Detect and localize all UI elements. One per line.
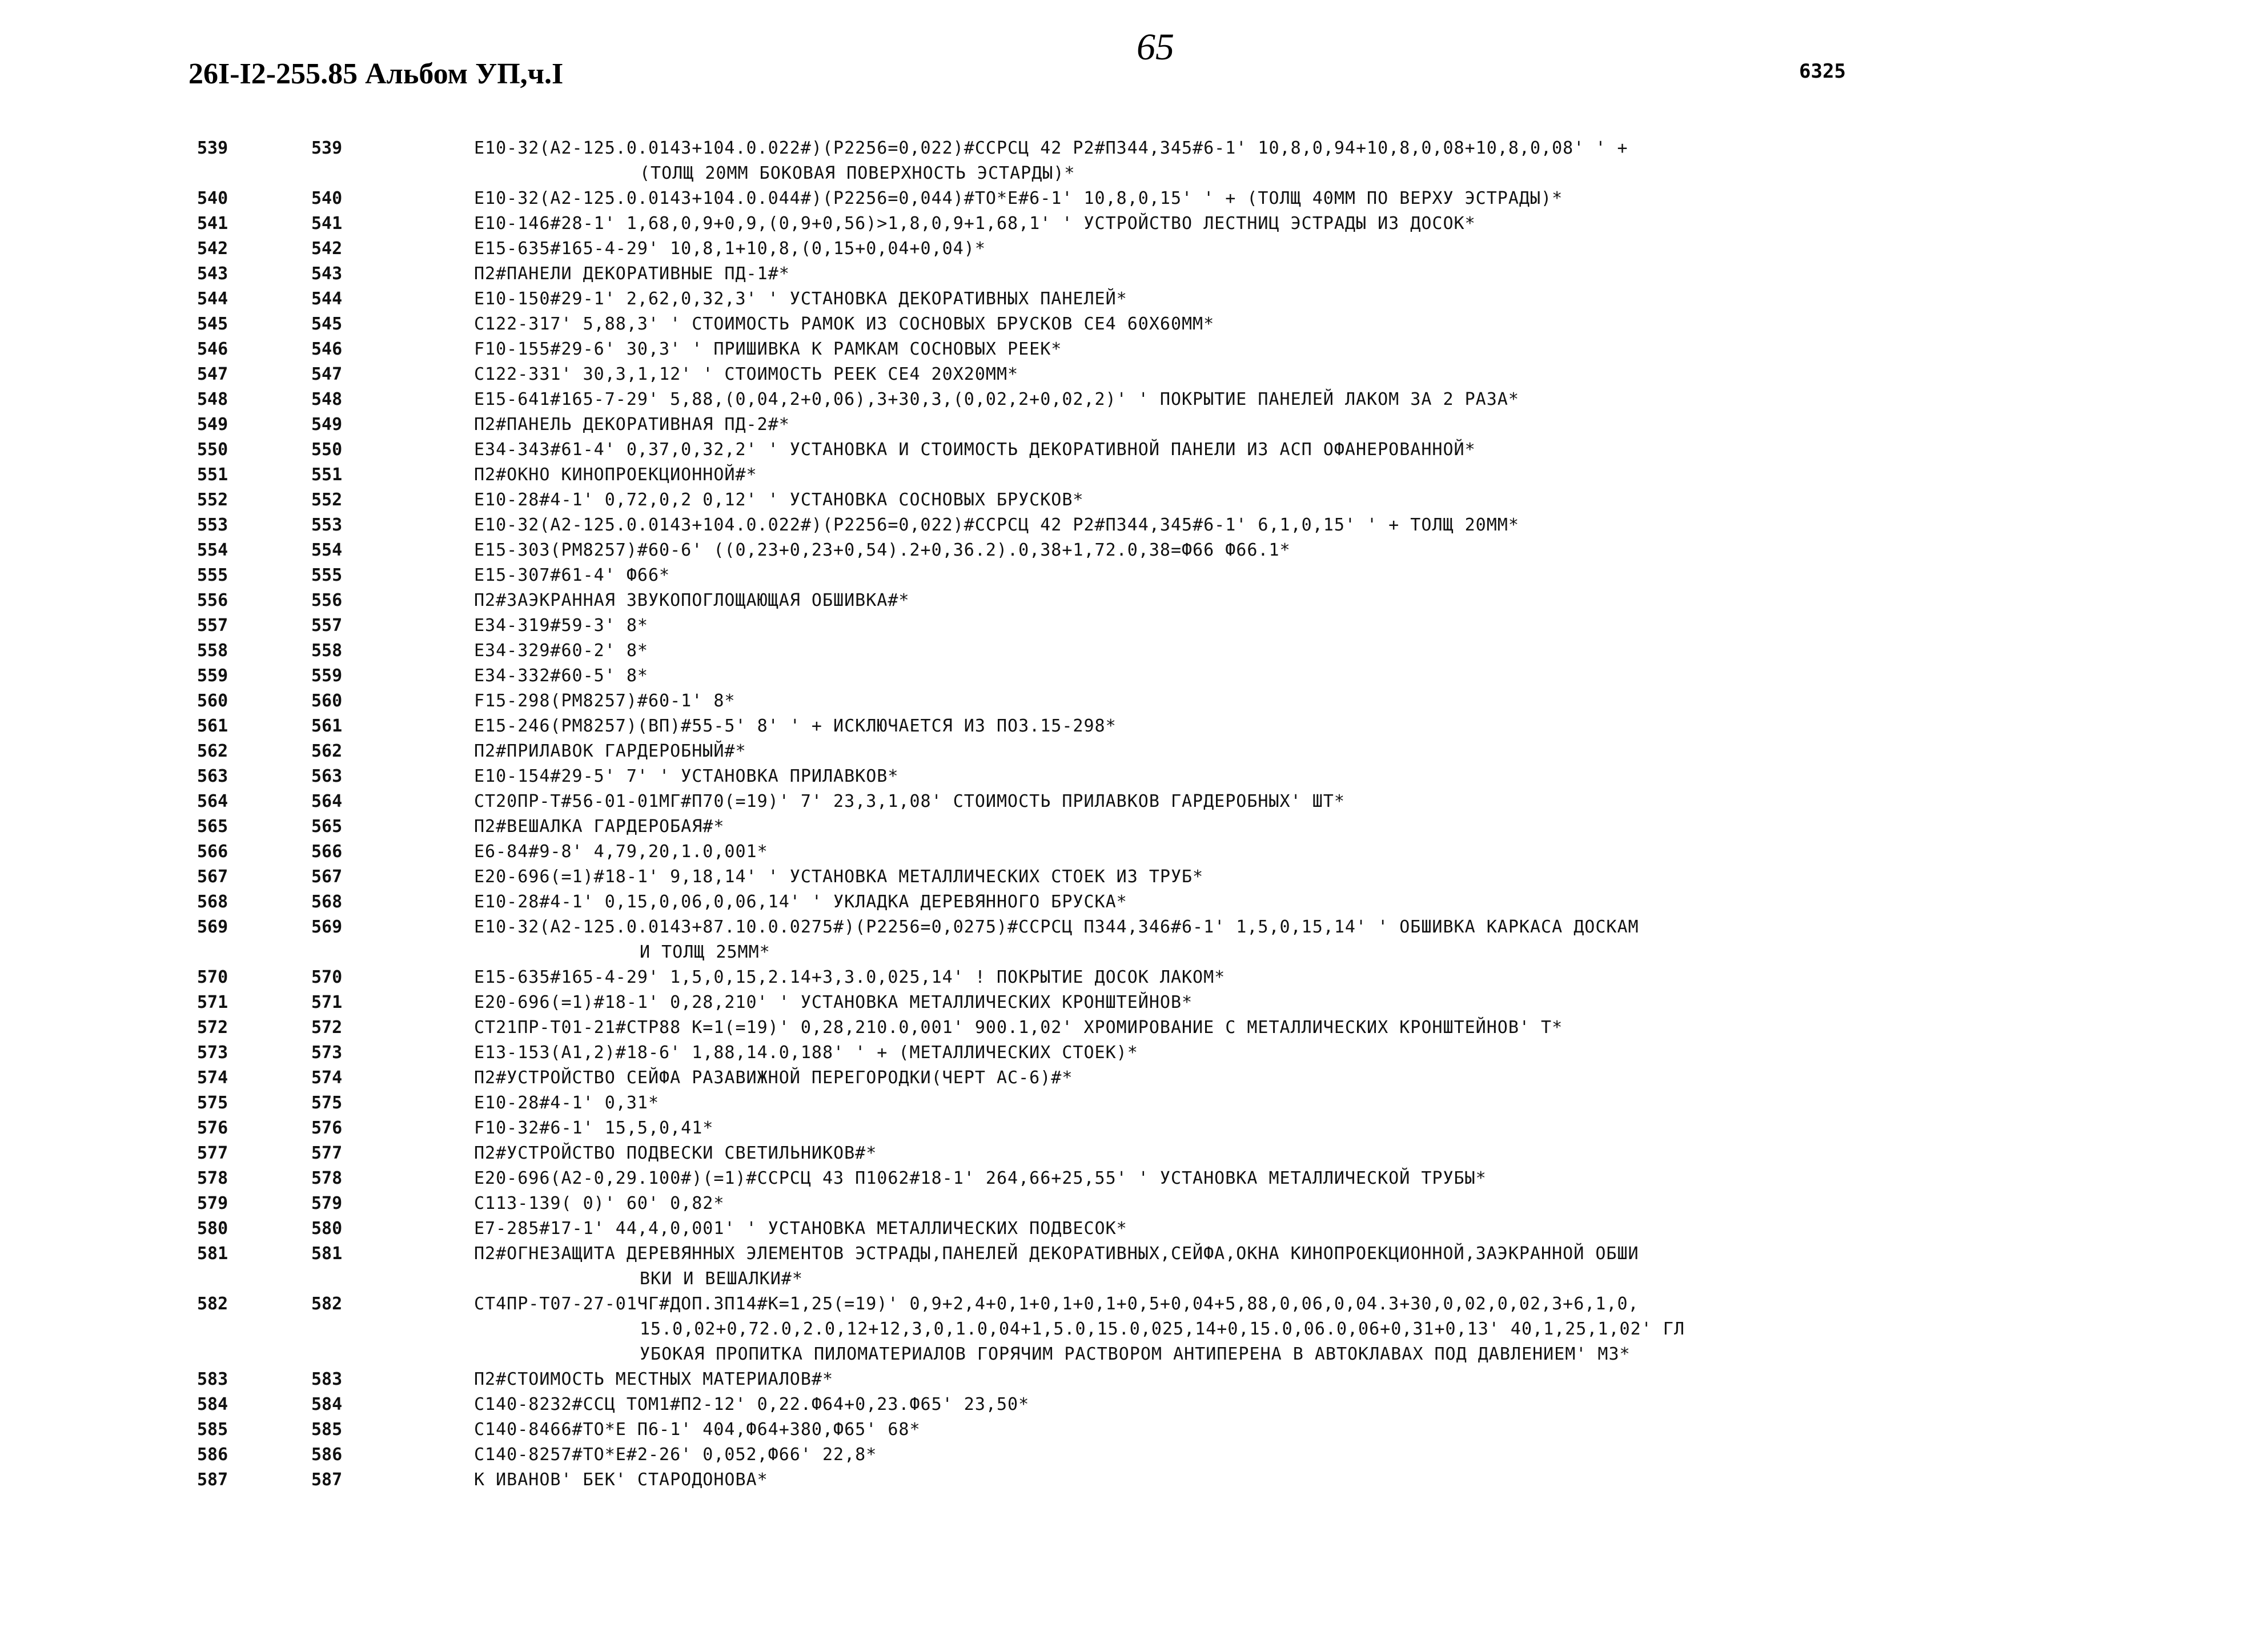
line-text: E7-285#17-1' 44,4,0,001' ' УСТАНОВКА МЕТАЛЛИЧЕСКИХ ПОДВЕСОК*: [474, 1219, 1127, 1239]
line-number-left: 557: [197, 616, 228, 636]
line-text: П2#ПАНЕЛЬ ДЕКОРАТИВНАЯ ПД-2#*: [474, 415, 790, 435]
line-number-right: 581: [311, 1244, 343, 1264]
line-text: E10-28#4-1' 0,72,0,2 0,12' ' УСТАНОВКА СОСНОВЫХ БРУСКОВ*: [474, 490, 1084, 510]
listing-row: [197, 1066, 2253, 1091]
listing-row: [197, 488, 2253, 513]
listing-row: [197, 613, 2253, 638]
line-text: 15.0,02+0,72.0,2.0,12+12,3,0,1.0,04+1,5.0,15.0,025,14+0,15.0,06.0,06+0,31+0,13' 40,1,25,1,02' ГЛ: [640, 1319, 1685, 1339]
line-number-left: 554: [197, 540, 228, 560]
listing-row: [197, 287, 2253, 312]
line-text: F15-298(PM8257)#60-1' 8*: [474, 691, 736, 711]
listing-row: [197, 965, 2253, 990]
line-number-right: 580: [311, 1219, 343, 1239]
line-text: E20-696(=1)#18-1' 0,28,210' ' УСТАНОВКА МЕТАЛЛИЧЕСКИХ КРОНШТЕЙНОВ*: [474, 992, 1193, 1012]
line-number-right: 570: [311, 967, 343, 987]
line-text: E10-32(A2-125.0.0143+87.10.0.0275#)(P2256=0,0275)#CCPCЦ П344,346#6-1' 1,5,0,15,14' ' ОБШИВКА КАРКАСА ДОСКАМ: [474, 917, 1639, 937]
line-number-left: 579: [197, 1193, 228, 1213]
line-number-left: 544: [197, 289, 228, 309]
listing-row: [197, 1241, 2253, 1267]
line-text: E34-319#59-3' 8*: [474, 616, 648, 636]
line-text: F10-32#6-1' 15,5,0,41*: [474, 1118, 714, 1138]
line-number-left: 541: [197, 214, 228, 234]
line-number-left: 560: [197, 691, 228, 711]
line-text: CT21ПР-T01-21#CTP88 K=1(=19)' 0,28,210.0,001' 900.1,02' ХРОМИРОВАНИЕ С МЕТАЛЛИЧЕСКИХ КРОНШТЕЙНОВ' Т*: [474, 1018, 1563, 1038]
line-number-right: 544: [311, 289, 343, 309]
line-number-left: 568: [197, 892, 228, 912]
line-text: П2#ОКНО КИНОПРОЕКЦИОННОЙ#*: [474, 465, 757, 485]
line-number-right: 576: [311, 1118, 343, 1138]
listing-row: [197, 1417, 2253, 1442]
page-number: 65: [1137, 26, 1174, 68]
line-text: И ТОЛЩ 25ММ*: [640, 942, 770, 962]
line-number-right: 569: [311, 917, 343, 937]
line-number-left: 555: [197, 565, 228, 585]
listing-row: [197, 839, 2253, 865]
line-text: П2#ЗАЭКРАННАЯ ЗВУКОПОГЛОЩАЮЩАЯ ОБШИВКА#*: [474, 590, 910, 610]
line-number-left: 540: [197, 188, 228, 208]
line-number-right: 563: [311, 766, 343, 786]
line-text: E15-635#165-4-29' 1,5,0,15,2.14+3,3.0,025,14' ! ПОКРЫТИЕ ДОСОК ЛАКОМ*: [474, 967, 1226, 987]
line-text: CT20ПР-T#56-01-01МГ#П70(=19)' 7' 23,3,1,08' СТОИМОСТЬ ПРИЛАВКОВ ГАРДЕРОБНЫХ' ШТ*: [474, 791, 1345, 811]
listing-row: [197, 1141, 2253, 1166]
listing-row: [197, 1292, 2253, 1317]
line-text: E34-332#60-5' 8*: [474, 666, 648, 686]
listing-row: [197, 312, 2253, 337]
listing-row: [197, 362, 2253, 387]
line-number-left: 581: [197, 1244, 228, 1264]
line-number-right: 550: [311, 440, 343, 460]
line-number-right: 553: [311, 515, 343, 535]
line-text: F10-155#29-6' 30,3' ' ПРИШИВКА К РАМКАМ СОСНОВЫХ РЕЕК*: [474, 339, 1062, 359]
line-number-right: 551: [311, 465, 343, 485]
listing-row: [197, 262, 2253, 287]
line-number-left: 565: [197, 817, 228, 837]
listing-continuation-line: [197, 1342, 2253, 1367]
line-text: E6-84#9-8' 4,79,20,1.0,001*: [474, 842, 768, 862]
listing-row: [197, 1015, 2253, 1040]
listing-row: [197, 1191, 2253, 1216]
listing-row: [197, 463, 2253, 488]
line-number-right: 552: [311, 490, 343, 510]
listing-row: [197, 664, 2253, 689]
listing-continuation-line: [197, 161, 2253, 186]
line-text: C122-317' 5,88,3' ' СТОИМОСТЬ РАМОК ИЗ СОСНОВЫХ БРУСКОВ СЕ4 60Х60ММ*: [474, 314, 1215, 334]
line-number-right: 561: [311, 716, 343, 736]
line-number-left: 570: [197, 967, 228, 987]
line-number-right: 564: [311, 791, 343, 811]
line-number-left: 564: [197, 791, 228, 811]
listing-row: [197, 689, 2253, 714]
line-number-left: 550: [197, 440, 228, 460]
listing-row: [197, 1166, 2253, 1191]
line-number-left: 580: [197, 1219, 228, 1239]
line-number-right: 547: [311, 364, 343, 384]
line-number-right: 585: [311, 1420, 343, 1440]
listing-row: [197, 136, 2253, 161]
line-number-right: 573: [311, 1043, 343, 1063]
line-text: П2#УСТРОЙСТВО СЕЙФА РАЗАВИЖНОЙ ПЕРЕГОРОДКИ(ЧЕРТ AC-6)#*: [474, 1068, 1073, 1088]
line-text: C122-331' 30,3,1,12' ' СТОИМОСТЬ РЕЕК СЕ4 20Х20ММ*: [474, 364, 1019, 384]
line-number-right: 577: [311, 1143, 343, 1163]
line-text: CT4ПР-T07-27-01ЧГ#ДОП.3П14#K=1,25(=19)' 0,9+2,4+0,1+0,1+0,1+0,5+0,04+5,88,0,06,0,04.3+30,0,02,0,02,3+6,1,0,: [474, 1294, 1639, 1314]
line-text: E20-696(A2-0,29.100#)(=1)#CCPCЦ 43 П1062#18-1' 264,66+25,55' ' УСТАНОВКА МЕТАЛЛИЧЕСКОЙ ТРУБЫ*: [474, 1168, 1487, 1188]
listing-row: [197, 1442, 2253, 1468]
line-number-right: 556: [311, 590, 343, 610]
line-text: K ИВАНОВ' БЕК' СТАРОДОНОВА*: [474, 1470, 768, 1490]
line-text: E10-146#28-1' 1,68,0,9+0,9,(0,9+0,56)>1,8,0,9+1,68,1' ' УСТРОЙСТВО ЛЕСТНИЦ ЭСТРАДЫ ИЗ ДОСОК*: [474, 214, 1476, 234]
line-number-left: 576: [197, 1118, 228, 1138]
listing-row: [197, 513, 2253, 538]
listing-row: [197, 1116, 2253, 1141]
listing-row: [197, 211, 2253, 236]
line-number-left: 546: [197, 339, 228, 359]
line-text: E15-303(PM8257)#60-6' ((0,23+0,23+0,54).2+0,36.2).0,38+1,72.0,38=Ф66 Ф66.1*: [474, 540, 1291, 560]
line-number-left: 539: [197, 138, 228, 158]
line-text: E15-641#165-7-29' 5,88,(0,04,2+0,06),3+30,3,(0,02,2+0,02,2)' ' ПОКРЫТИЕ ПАНЕЛЕЙ ЛАКОМ ЗА 2 РАЗА*: [474, 389, 1519, 409]
line-text: C140-8257#TO*E#2-26' 0,052,Ф66' 22,8*: [474, 1445, 877, 1465]
line-text: П2#ВЕШАЛКА ГАРДЕРОБАЯ#*: [474, 817, 725, 837]
line-number-left: 563: [197, 766, 228, 786]
line-text: П2#СТОИМОСТЬ МЕСТНЫХ МАТЕРИАЛОВ#*: [474, 1369, 834, 1389]
listing-row: [197, 1216, 2253, 1241]
listing-row: [197, 865, 2253, 890]
line-number-left: 559: [197, 666, 228, 686]
listing-row: [197, 186, 2253, 211]
line-number-right: 560: [311, 691, 343, 711]
line-number-right: 586: [311, 1445, 343, 1465]
line-number-left: 558: [197, 641, 228, 661]
listing-row: [197, 1468, 2253, 1493]
line-number-right: 587: [311, 1470, 343, 1490]
album-title: 26I-I2-255.85 Альбом УП,ч.I: [188, 58, 564, 90]
line-text: УБОКАЯ ПРОПИТКА ПИЛОМАТЕРИАЛОВ ГОРЯЧИМ РАСТВОРОМ АНТИПЕРЕНА В АВТОКЛАВАХ ПОД ДАВЛЕНИЕМ' М3*: [640, 1344, 1631, 1364]
listing-row: [197, 814, 2253, 839]
line-number-left: 569: [197, 917, 228, 937]
line-text: E10-32(A2-125.0.0143+104.0.044#)(P2256=0,044)#TO*E#6-1' 10,8,0,15' ' + (ТОЛЩ 40ММ ПО ВЕРХУ ЭСТРАДЫ)*: [474, 188, 1563, 208]
line-number-right: 574: [311, 1068, 343, 1088]
listing-row: [197, 990, 2253, 1015]
listing-row: [197, 714, 2253, 739]
line-number-left: 551: [197, 465, 228, 485]
line-number-right: 541: [311, 214, 343, 234]
line-number-left: 562: [197, 741, 228, 761]
listing-row: [197, 638, 2253, 664]
line-number-left: 583: [197, 1369, 228, 1389]
listing-row: [197, 739, 2253, 764]
listing-row: [197, 563, 2253, 588]
listing-row: [197, 588, 2253, 613]
listing-continuation-line: [197, 1267, 2253, 1292]
line-text: П2#ОГНЕЗАЩИТА ДЕРЕВЯННЫХ ЭЛЕМЕНТОВ ЭСТРАДЫ,ПАНЕЛЕЙ ДЕКОРАТИВНЫХ,СЕЙФА,ОКНА КИНОПРОЕКЦИОННОЙ,ЗАЭКРАННОЙ ОБШИ: [474, 1244, 1639, 1264]
line-text: E10-150#29-1' 2,62,0,32,3' ' УСТАНОВКА ДЕКОРАТИВНЫХ ПАНЕЛЕЙ*: [474, 289, 1127, 309]
line-number-right: 559: [311, 666, 343, 686]
line-number-right: 549: [311, 415, 343, 435]
line-number-right: 572: [311, 1018, 343, 1038]
line-number-left: 545: [197, 314, 228, 334]
listing-row: [197, 1392, 2253, 1417]
line-text: E13-153(A1,2)#18-6' 1,88,14.0,188' ' + (МЕТАЛЛИЧЕСКИХ СТОЕК)*: [474, 1043, 1138, 1063]
line-text: E15-307#61-4' Ф66*: [474, 565, 671, 585]
line-number-left: 549: [197, 415, 228, 435]
line-number-left: 556: [197, 590, 228, 610]
line-text: E10-28#4-1' 0,31*: [474, 1093, 660, 1113]
line-number-left: 543: [197, 264, 228, 284]
line-number-left: 573: [197, 1043, 228, 1063]
line-number-right: 567: [311, 867, 343, 887]
listing-row: [197, 412, 2253, 437]
document-code: 6325: [1799, 60, 1846, 83]
line-number-left: 575: [197, 1093, 228, 1113]
line-number-right: 558: [311, 641, 343, 661]
line-number-left: 578: [197, 1168, 228, 1188]
listing-row: [197, 387, 2253, 412]
line-number-left: 548: [197, 389, 228, 409]
line-number-left: 587: [197, 1470, 228, 1490]
line-number-left: 582: [197, 1294, 228, 1314]
line-text: П2#УСТРОЙСТВО ПОДВЕСКИ СВЕТИЛЬНИКОВ#*: [474, 1143, 877, 1163]
line-text: П2#ПРИЛАВОК ГАРДЕРОБНЫЙ#*: [474, 741, 746, 761]
line-text: П2#ПАНЕЛИ ДЕКОРАТИВНЫЕ ПД-1#*: [474, 264, 790, 284]
line-number-left: 553: [197, 515, 228, 535]
line-text: ВКИ И ВЕШАЛКИ#*: [640, 1269, 803, 1289]
line-number-right: 554: [311, 540, 343, 560]
line-number-right: 584: [311, 1394, 343, 1414]
line-number-right: 542: [311, 239, 343, 259]
line-number-left: 586: [197, 1445, 228, 1465]
line-number-right: 566: [311, 842, 343, 862]
line-number-right: 571: [311, 992, 343, 1012]
listing-row: [197, 1040, 2253, 1066]
listing-row: [197, 789, 2253, 814]
line-number-right: 579: [311, 1193, 343, 1213]
line-text: E10-154#29-5' 7' ' УСТАНОВКА ПРИЛАВКОВ*: [474, 766, 899, 786]
line-number-left: 574: [197, 1068, 228, 1088]
line-number-right: 546: [311, 339, 343, 359]
listing-continuation-line: [197, 1317, 2253, 1342]
line-number-right: 540: [311, 188, 343, 208]
line-text: C140-8232#CCЦ TOM1#П2-12' 0,22.Ф64+0,23.Ф65' 23,50*: [474, 1394, 1030, 1414]
line-text: E10-32(A2-125.0.0143+104.0.022#)(P2256=0,022)#CCPCЦ 42 P2#П344,345#6-1' 6,1,0,15' ' + ТОЛЩ 20ММ*: [474, 515, 1519, 535]
line-number-left: 584: [197, 1394, 228, 1414]
line-number-right: 582: [311, 1294, 343, 1314]
line-number-right: 557: [311, 616, 343, 636]
line-number-right: 578: [311, 1168, 343, 1188]
listing-row: [197, 915, 2253, 940]
line-number-left: 585: [197, 1420, 228, 1440]
line-number-right: 568: [311, 892, 343, 912]
line-text: E10-28#4-1' 0,15,0,06,0,06,14' ' УКЛАДКА ДЕРЕВЯННОГО БРУСКА*: [474, 892, 1127, 912]
line-number-right: 543: [311, 264, 343, 284]
line-number-left: 552: [197, 490, 228, 510]
listing-row: [197, 890, 2253, 915]
line-number-left: 572: [197, 1018, 228, 1038]
line-number-left: 577: [197, 1143, 228, 1163]
line-number-right: 583: [311, 1369, 343, 1389]
line-number-right: 565: [311, 817, 343, 837]
line-text: (ТОЛЩ 20ММ БОКОВАЯ ПОВЕРХНОСТЬ ЭСТАРДЫ)*: [640, 163, 1075, 183]
line-number-right: 562: [311, 741, 343, 761]
line-text: E15-635#165-4-29' 10,8,1+10,8,(0,15+0,04+0,04)*: [474, 239, 986, 259]
line-number-right: 548: [311, 389, 343, 409]
line-number-right: 539: [311, 138, 343, 158]
listing-row: [197, 337, 2253, 362]
line-text: E34-343#61-4' 0,37,0,32,2' ' УСТАНОВКА И СТОИМОСТЬ ДЕКОРАТИВНОЙ ПАНЕЛИ ИЗ АСП ОФАНЕРОВАННОЙ*: [474, 440, 1476, 460]
line-number-left: 561: [197, 716, 228, 736]
listing-row: [197, 1091, 2253, 1116]
line-text: E34-329#60-2' 8*: [474, 641, 648, 661]
line-number-right: 555: [311, 565, 343, 585]
line-text: C140-8466#TO*E П6-1' 404,Ф64+380,Ф65' 68*: [474, 1420, 921, 1440]
line-number-left: 566: [197, 842, 228, 862]
estimate-listing: [197, 136, 2253, 1493]
line-text: E15-246(PM8257)(BП)#55-5' 8' ' + ИСКЛЮЧАЕТСЯ ИЗ ПОЗ.15-298*: [474, 716, 1117, 736]
listing-row: [197, 1367, 2253, 1392]
line-number-left: 567: [197, 867, 228, 887]
listing-continuation-line: [197, 940, 2253, 965]
line-number-left: 542: [197, 239, 228, 259]
line-text: E20-696(=1)#18-1' 9,18,14' ' УСТАНОВКА МЕТАЛЛИЧЕСКИХ СТОЕК ИЗ ТРУБ*: [474, 867, 1204, 887]
line-text: C113-139( 0)' 60' 0,82*: [474, 1193, 725, 1213]
listing-row: [197, 538, 2253, 563]
line-number-left: 547: [197, 364, 228, 384]
line-text: E10-32(A2-125.0.0143+104.0.022#)(P2256=0,022)#CCPCЦ 42 P2#П344,345#6-1' 10,8,0,94+10,8,0,08+10,8,0,08' ' +: [474, 138, 1628, 158]
listing-row: [197, 236, 2253, 262]
line-number-right: 575: [311, 1093, 343, 1113]
listing-row: [197, 437, 2253, 463]
line-number-left: 571: [197, 992, 228, 1012]
listing-row: [197, 764, 2253, 789]
line-number-right: 545: [311, 314, 343, 334]
